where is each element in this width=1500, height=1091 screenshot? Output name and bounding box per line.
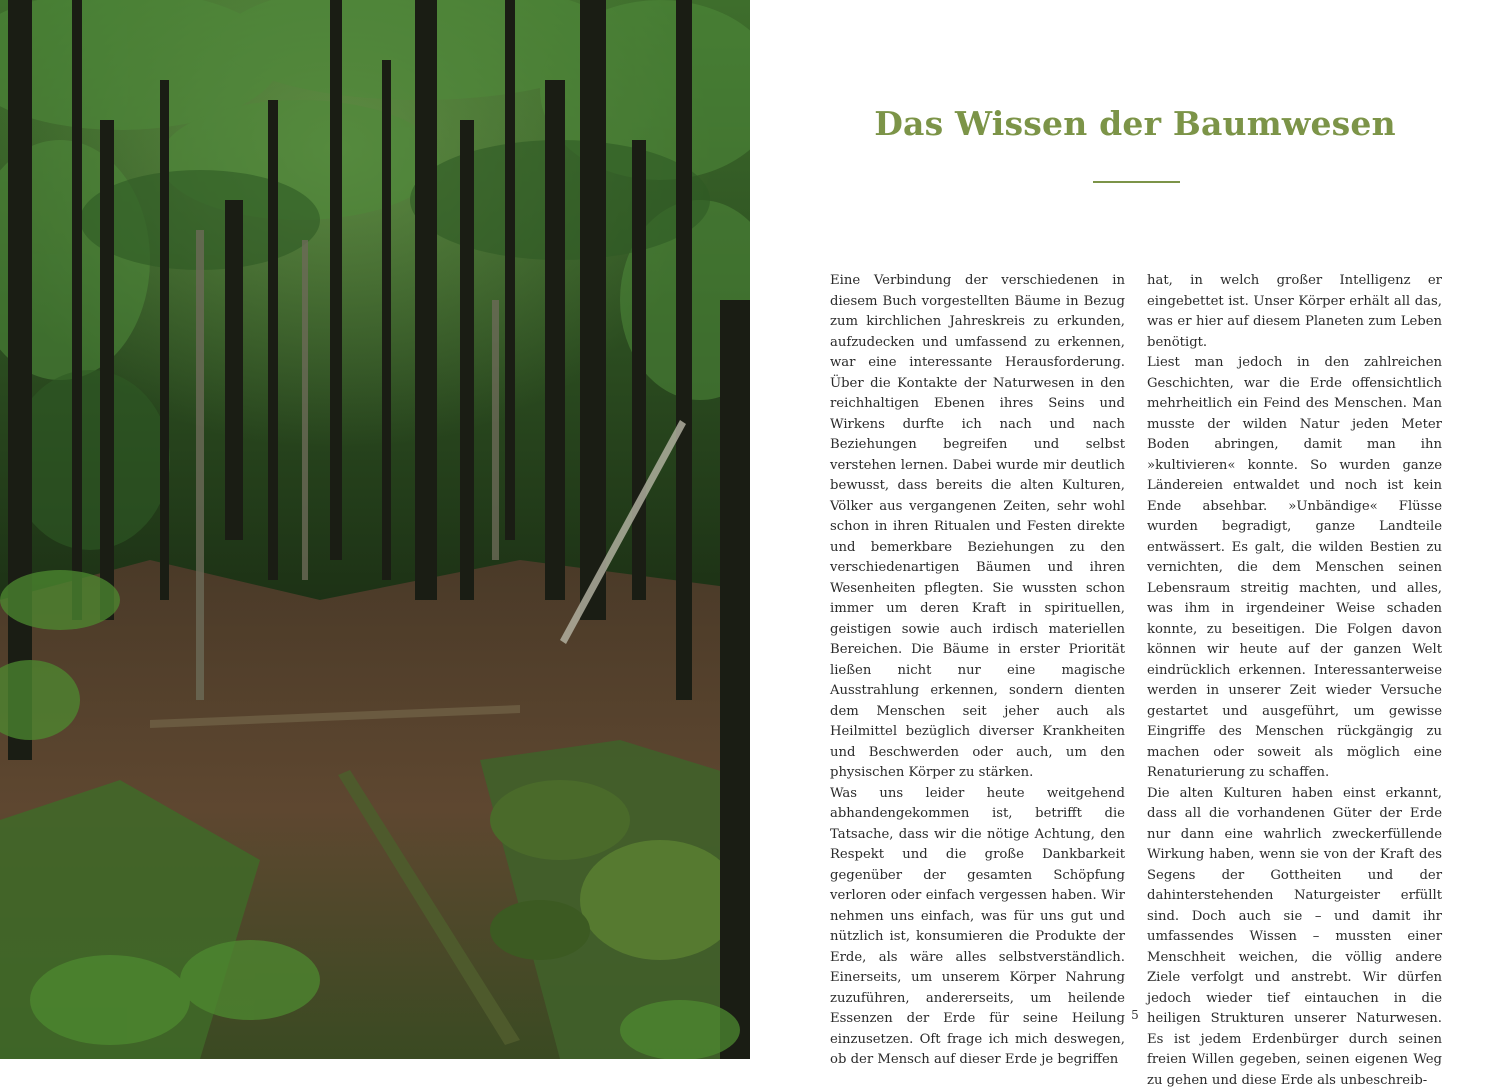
page-title: Das Wissen der Baumwesen bbox=[750, 104, 1500, 143]
paragraph: hat, in welch großer Intelligenz er eingebettet ist. Unser Körper erhält all das, was er hier auf diesem Planeten zum Leben benötigt. bbox=[1147, 271, 1442, 353]
page-number: 5 bbox=[1120, 1008, 1150, 1022]
paragraph: Was uns leider heute weitgehend abhandengekommen ist, betrifft die Tatsache, dass wir die nötige Achtung, den Respekt und die große Dankbarkeit gegenüber der gesamten Schöpfung verloren oder einfach vergessen haben. Wir nehmen uns einfach, was für uns gut und nützlich ist, konsumieren die Produkte der Erde, als wäre alles selbstverständlich. Einerseits, um unserem Körper Nahrung zuzuführen, andererseits, um heilende Essenzen der Erde für seine Heilung einzusetzen. Oft frage ich mich deswegen, ob der Mensch auf dieser Erde je begriffen bbox=[830, 784, 1125, 1071]
paragraph: Die alten Kulturen haben einst erkannt, dass all die vorhandenen Güter der Erde nur dann eine wahrlich zweckerfüllende Wirkung haben, wenn sie von der Kraft des Segens der Gottheiten und der dahinterstehenden Naturgeister erfüllt sind. Doch auch sie – und damit ihr umfassendes Wissen – mussten einer Menschheit weichen, die völlig andere Ziele verfolgt und anstrebt. Wir dürfen jedoch wieder tief eintauchen in die heiligen Strukturen unserer Naturwesen. Es ist jedem Erdenbürger durch seinen freien Willen gegeben, seinen eigenen Weg zu gehen und diese Erde als unbeschreib- bbox=[1147, 784, 1442, 1091]
left-column bbox=[830, 271, 1125, 1071]
text-page bbox=[750, 0, 1500, 1059]
title-divider bbox=[1093, 181, 1180, 183]
forest-photo bbox=[0, 0, 750, 1059]
paragraph: Eine Verbindung der verschiedenen in diesem Buch vorgestellten Bäume in Bezug zum kirchlichen Jahreskreis zu erkunden, aufzudecken und umfassend zu erkennen, war eine interessante Herausforderung. Über die Kontakte der Naturwesen in den reichhaltigen Ebenen ihres Seins und Wirkens durfte ich nach und nach Beziehungen begreifen und selbst verstehen lernen. Dabei wurde mir deutlich bewusst, dass bereits die alten Kulturen, Völker aus vergangenen Zeiten, sehr wohl schon in ihren Ritualen und Festen direkte und bemerkbare Beziehungen zu den verschiedenartigen Bäumen und ihren Wesenheiten pflegten. Sie wussten schon immer um deren Kraft in spirituellen, geistigen sowie auch irdisch materiellen Bereichen. Die Bäume in erster Priorität ließen nicht nur eine magische Ausstrahlung erkennen, sondern dienten dem Menschen seit jeher auch als Heilmittel bezüglich diverser Krankheiten und Beschwerden oder auch, um den physischen Körper zu stärken. bbox=[830, 271, 1125, 784]
paragraph: Liest man jedoch in den zahlreichen Geschichten, war die Erde offensichtlich mehrheitlich ein Feind des Menschen. Man musste der wilden Natur jeden Meter Boden abringen, damit man ihn »kultivieren« konnte. So wurden ganze Ländereien entwaldet und noch ist kein Ende absehbar. »Unbändige« Flüsse wurden begradigt, ganze Landteile entwässert. Es galt, die wilden Bestien zu vernichten, die dem Menschen seinen Lebensraum streitig machten, und alles, was ihm in irgendeiner Weise schaden konnte, zu beseitigen. Die Folgen davon können wir heute auf der ganzen Welt eindrücklich erkennen. Interessanterweise werden in unserer Zeit wieder Versuche gestartet und ausgeführt, um gewisse Eingriffe des Menschen rückgängig zu machen oder soweit als möglich eine Renaturierung zu schaffen. bbox=[1147, 353, 1442, 784]
right-column bbox=[1147, 271, 1442, 1091]
forest-illustration bbox=[0, 0, 750, 1059]
